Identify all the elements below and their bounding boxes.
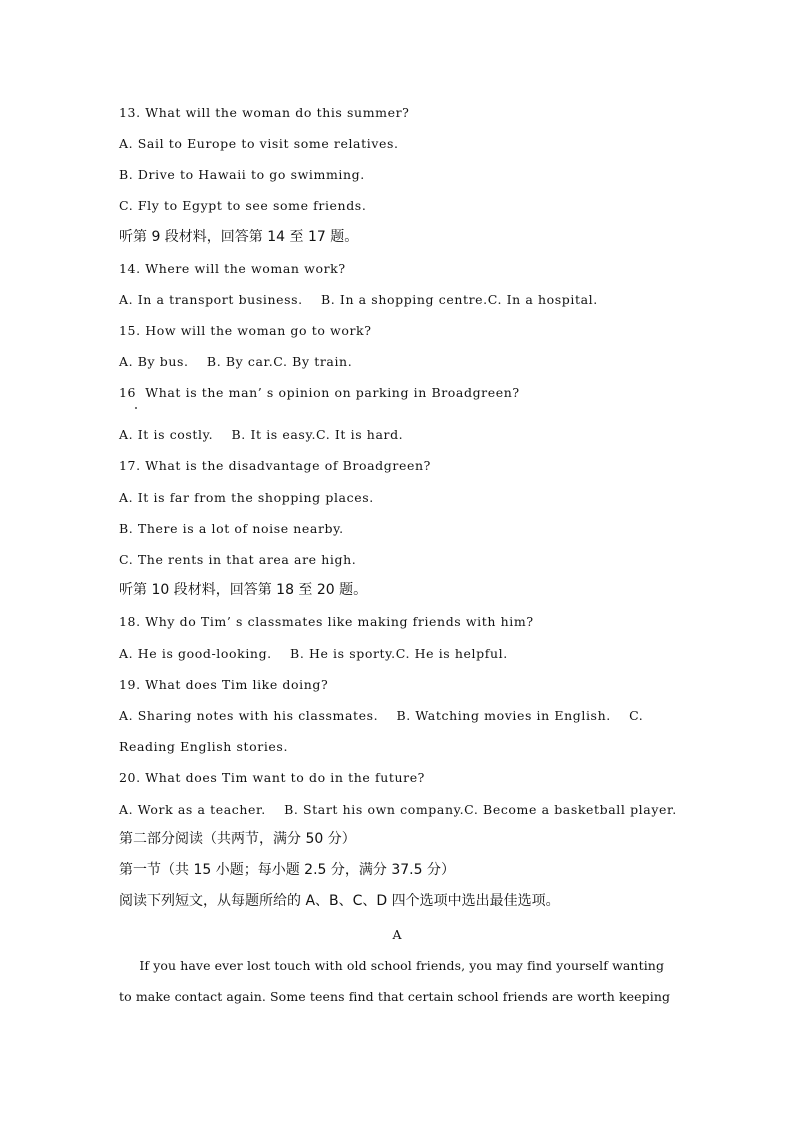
question-18: 18. Why do Tim’ s classmates like making friends with him? bbox=[119, 614, 534, 629]
question-17-option-c: C. The rents in that area are high. bbox=[119, 552, 357, 567]
section-10-instruction: 听第 10 段材料，回答第 18 至 20 题。 bbox=[119, 582, 368, 598]
question-15-options: A. By bus. B. By car.C. By train. bbox=[119, 354, 353, 369]
question-20: 20. What does Tim want to do in the future? bbox=[119, 770, 425, 785]
question-17-option-b: B. There is a lot of noise nearby. bbox=[119, 521, 344, 536]
passage-paragraph-line-2: to make contact again. Some teens find that certain school friends are worth keeping bbox=[119, 989, 671, 1004]
section-9-instruction: 听第 9 段材料，回答第 14 至 17 题。 bbox=[119, 229, 359, 245]
question-18-options: A. He is good-looking. B. He is sporty.C. He is helpful. bbox=[119, 646, 508, 661]
question-19-options: A. Sharing notes with his classmates. B. Watching movies in English. C. bbox=[119, 708, 644, 723]
question-17-option-a: A. It is far from the shopping places. bbox=[119, 490, 374, 505]
part-2-heading: 第二部分阅读（共两节，满分 50 分） bbox=[119, 831, 356, 847]
question-16: 16 What is the man’ s opinion on parking in Broadgreen? bbox=[119, 385, 520, 400]
passage-label: A bbox=[392, 927, 402, 942]
question-14-options: A. In a transport business. B. In a shopping centre.C. In a hospital. bbox=[119, 292, 598, 307]
question-13-option-b: B. Drive to Hawaii to go swimming. bbox=[119, 167, 365, 182]
question-14: 14. Where will the woman work? bbox=[119, 261, 346, 276]
question-19-options-continued: Reading English stories. bbox=[119, 739, 289, 754]
question-17: 17. What is the disadvantage of Broadgreen? bbox=[119, 458, 431, 473]
question-13: 13. What will the woman do this summer? bbox=[119, 105, 410, 120]
question-13-option-c: C. Fly to Egypt to see some friends. bbox=[119, 198, 367, 213]
section-1-heading: 第一节（共 15 小题；每小题 2.5 分，满分 37.5 分） bbox=[119, 862, 455, 878]
stray-mark bbox=[135, 407, 137, 409]
question-20-options: A. Work as a teacher. B. Start his own company.C. Become a basketball player. bbox=[119, 802, 677, 817]
question-13-option-a: A. Sail to Europe to visit some relatives. bbox=[119, 136, 399, 151]
question-15: 15. How will the woman go to work? bbox=[119, 323, 372, 338]
passage-paragraph-line-1: If you have ever lost touch with old school friends, you may find yourself wanting bbox=[119, 958, 665, 973]
question-19: 19. What does Tim like doing? bbox=[119, 677, 329, 692]
question-16-options: A. It is costly. B. It is easy.C. It is hard. bbox=[119, 427, 404, 442]
reading-instruction: 阅读下列短文，从每题所给的 A、B、C、D 四个选项中选出最佳选项。 bbox=[119, 893, 560, 909]
